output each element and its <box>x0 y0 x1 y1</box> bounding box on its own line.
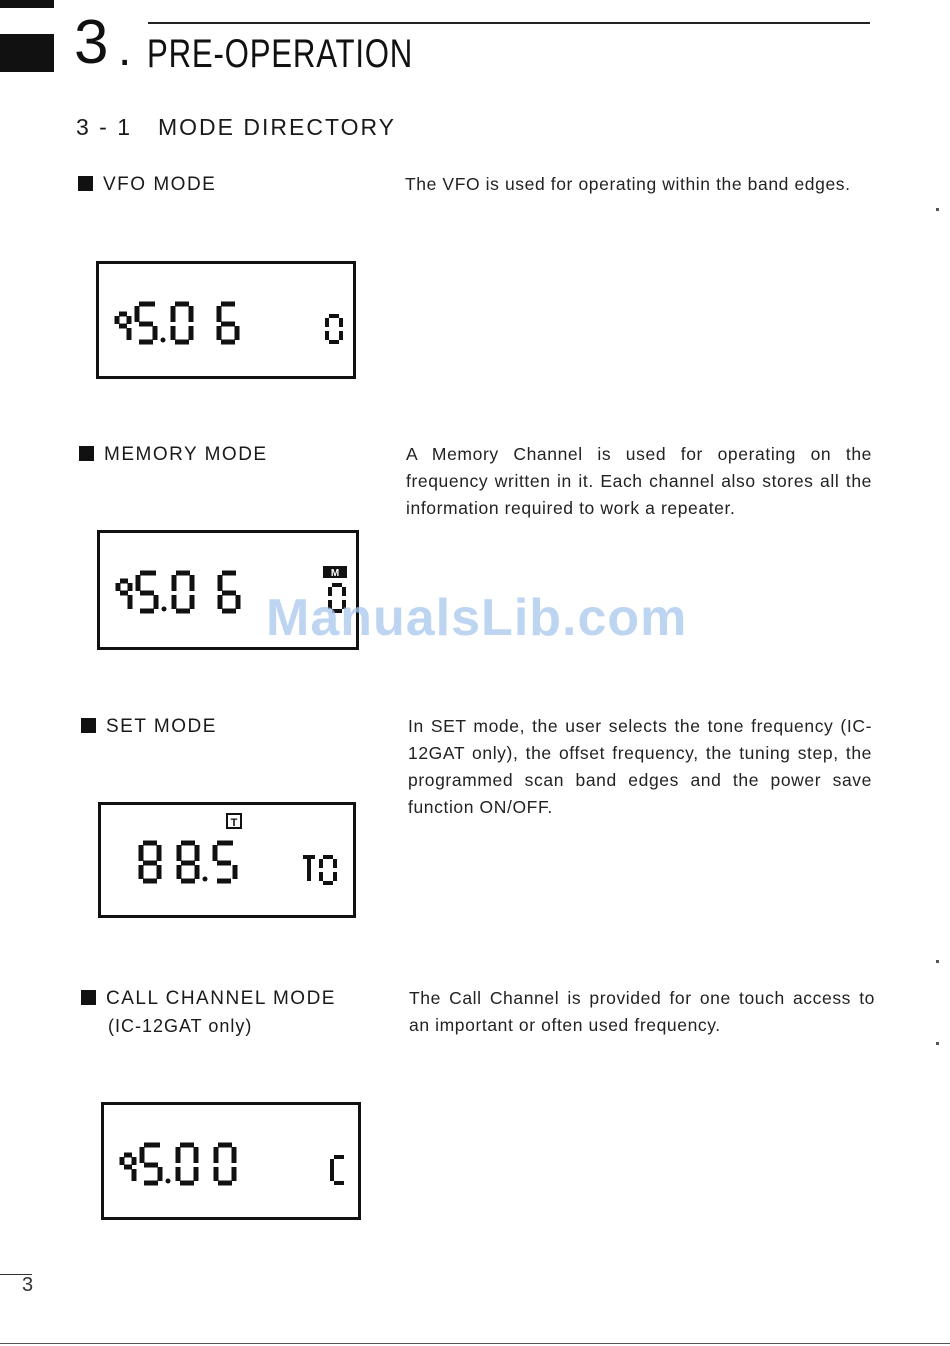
lcd-digit-8 <box>179 843 197 881</box>
chapter-number-dot: . <box>118 23 132 76</box>
lcd-call-letter-c <box>332 1157 344 1183</box>
lcd-digits-svg <box>101 805 353 915</box>
lcd-channel-digit <box>327 316 341 342</box>
chapter-title: PRE-OPERATION <box>147 32 414 76</box>
lcd-decimal-point <box>161 338 166 343</box>
lcd-digit-0 <box>216 1145 234 1183</box>
call-channel-lcd-display <box>101 1102 361 1220</box>
chapter-tab-mark <box>0 34 54 72</box>
lcd-decimal-point <box>162 607 167 612</box>
lcd-digit-9 <box>118 581 130 609</box>
lcd-tone-letter-t <box>303 857 315 881</box>
watermark: ManualsLib.com <box>266 589 688 647</box>
call-channel-mode-sublabel: (IC-12GAT only) <box>108 1016 253 1036</box>
bullet-square-icon <box>81 718 96 733</box>
lcd-digits-svg <box>99 264 353 376</box>
memory-mode-label: MEMORY MODE <box>79 444 268 466</box>
bullet-square-icon <box>79 446 94 461</box>
title-rule <box>148 22 870 24</box>
memory-indicator-text: M <box>330 568 340 579</box>
vfo-mode-description: The VFO is used for operating within the band edges. <box>405 174 851 194</box>
set-lcd-display <box>98 802 356 918</box>
call-channel-mode-label: CALL CHANNEL MODE <box>81 988 336 1010</box>
lcd-digit-9 <box>122 1155 134 1181</box>
lcd-digits-svg <box>104 1105 358 1217</box>
section-title: MODE DIRECTORY <box>158 114 397 140</box>
lcd-digit-0 <box>173 304 191 342</box>
vfo-lcd-display <box>96 261 356 379</box>
bullet-square-icon <box>78 176 93 191</box>
chapter-number: 3 <box>74 8 109 77</box>
section-number: 3 - 1 <box>76 114 133 140</box>
lcd-digit-0 <box>178 1145 196 1183</box>
section-heading <box>76 114 396 141</box>
lcd-digit-5 <box>137 304 155 342</box>
lcd-digit-9 <box>117 314 129 340</box>
call-channel-mode-description: The Call Channel is provided for one touch access to an important or often used frequency. <box>409 988 875 1035</box>
lcd-digit-5 <box>142 1145 160 1183</box>
lcd-digit-5 <box>215 843 235 881</box>
page-number: 3 <box>22 1274 34 1296</box>
tone-indicator-text: T <box>230 817 238 829</box>
lcd-decimal-point <box>203 877 208 882</box>
lcd-digit-8 <box>141 843 159 881</box>
lcd-digit-6 <box>219 304 237 342</box>
lcd-decimal-point <box>166 1179 171 1184</box>
lcd-digit-0 <box>174 573 192 611</box>
chapter-tab-mark-top <box>0 0 54 8</box>
set-mode-description: In SET mode, the user selects the tone frequency (IC-12GAT only), the offset frequency, the tuning step, the programmed scan band edges and the power save function ON/OFF. <box>408 716 872 817</box>
memory-mode-description: A Memory Channel is used for operating on the frequency written in it. Each channel also stores all the information required to work a repeater. <box>406 444 872 518</box>
lcd-channel-digit <box>321 857 335 883</box>
margin-mark <box>936 960 939 963</box>
lcd-digit-5 <box>138 573 156 611</box>
page-bottom-rule <box>0 1343 950 1344</box>
lcd-digit-6 <box>220 573 238 611</box>
vfo-mode-label: VFO MODE <box>78 174 216 196</box>
set-mode-label: SET MODE <box>81 716 217 738</box>
margin-mark <box>936 1042 939 1045</box>
bullet-square-icon <box>81 990 96 1005</box>
margin-mark <box>936 208 939 211</box>
